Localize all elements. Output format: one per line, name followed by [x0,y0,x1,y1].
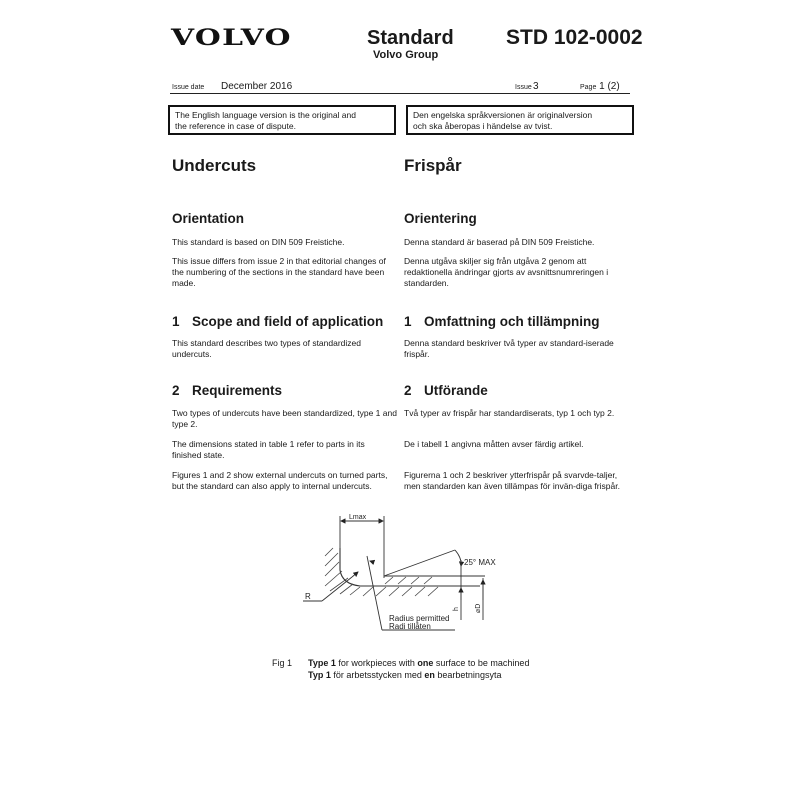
undercut-profile [340,548,480,586]
section-2-para-en: Two types of undercuts have been standardized, type 1 and type 2. [172,408,397,429]
caption-bold: Typ 1 [308,670,331,680]
language-notice-en [168,105,396,135]
figure-caption-label: Fig 1 [272,658,293,668]
orientation-heading-sv: Orientering [404,211,477,226]
section-title: Scope and field of application [192,314,384,329]
section-title: Requirements [192,383,283,398]
radius-permitted-en: Radius permitted [389,614,450,623]
section-1-heading-en [172,314,383,329]
section-title: Utförande [424,383,488,398]
caption-bold: Type 1 [308,658,336,668]
notice-line: The English language version is the original and [175,110,356,120]
section-2-heading-sv [404,383,488,398]
section-1-text-en: This standard describes two types of standardized undercuts. [172,338,361,359]
section-number: 2 [172,383,180,398]
document-type: Standard [367,27,454,49]
notice-line: the reference in case of dispute. [175,121,296,131]
issue-date: December 2016 [221,81,293,92]
orientation-heading-en: Orientation [172,211,245,226]
angle-label: 25° MAX [464,558,496,567]
section-1-text-sv: Denna standard beskriver två typer av standard-iserade frispår. [404,338,614,359]
issue-date-label: Issue date [172,84,205,91]
d-label: ⌀D [475,603,482,613]
caption-text: för arbetsstycken med [330,670,425,680]
section-1-heading-sv [404,314,600,329]
section-number: 2 [404,383,412,398]
r-label: R [305,592,311,601]
issue-label: Issue [515,84,532,91]
orientation-para-en: This issue differs from issue 2 in that editorial changes of the numbering of the sections in the standard have been made. [172,256,386,288]
volvo-logo: VOLVO [171,25,292,51]
section-2-para-sv: Figurerna 1 och 2 beskriver ytterfrispår på svarvde-taljer, men standarden kan även tillämpas för invän-diga frispår. [404,470,620,491]
section-2-para-sv: De i tabell 1 angivna måtten avser färdig artikel. [404,439,584,449]
section-title: Omfattning och tillämpning [424,314,600,329]
caption-bold: en [424,670,435,680]
orientation-para-sv: Denna standard är baserad på DIN 509 Freistiche. [404,237,595,247]
caption-bold: one [417,658,434,668]
notice-line: och ska åberopas i händelse av tvist. [413,121,553,131]
figure-caption-sv [308,669,501,681]
section-number: 1 [404,314,412,329]
radius-leader [367,556,382,630]
caption-text: surface to be machined [433,658,530,668]
section-2-para-en: The dimensions stated in table 1 refer to parts in its finished state. [172,439,365,460]
title-sv: Frispår [404,156,462,175]
page-indicator [580,81,620,92]
figure-caption-en [308,657,529,669]
caption-text: bearbetningsyta [434,670,502,680]
radius-permitted-sv: Radi tillåten [389,622,431,631]
orientation-para-en: This standard is based on DIN 509 Freistiche. [172,237,345,247]
r-leader [322,577,352,601]
caption-text: for workpieces with [335,658,418,668]
notice-line: Den engelska språkversionen är originalversion [413,110,593,120]
angle-line [384,550,455,576]
section-2-heading-en [172,383,282,398]
section-number: 1 [172,314,180,329]
issue-number: 3 [533,81,539,92]
language-notice-sv [406,105,634,135]
page-value: 1 (2) [599,81,620,92]
title-en: Undercuts [172,156,257,175]
header-divider [170,93,630,94]
hatching [325,548,438,596]
orientation-para-sv: Denna utgåva skiljer sig från utgåva 2 genom att redaktionella ändringar gjorts av avsnittsnumreringen i standarden. [404,256,609,288]
lmax-label: Lmax [349,514,367,521]
section-2-para-sv: Två typer av frispår har standardiserats, typ 1 och typ 2. [404,408,615,418]
organization: Volvo Group [373,49,439,61]
section-2-para-en: Figures 1 and 2 show external undercuts on turned parts, but the standard can also apply to internal undercuts. [172,470,388,491]
h-label: h [453,607,460,611]
standard-number: STD 102-0002 [506,26,643,49]
page-label: Page [580,84,597,91]
